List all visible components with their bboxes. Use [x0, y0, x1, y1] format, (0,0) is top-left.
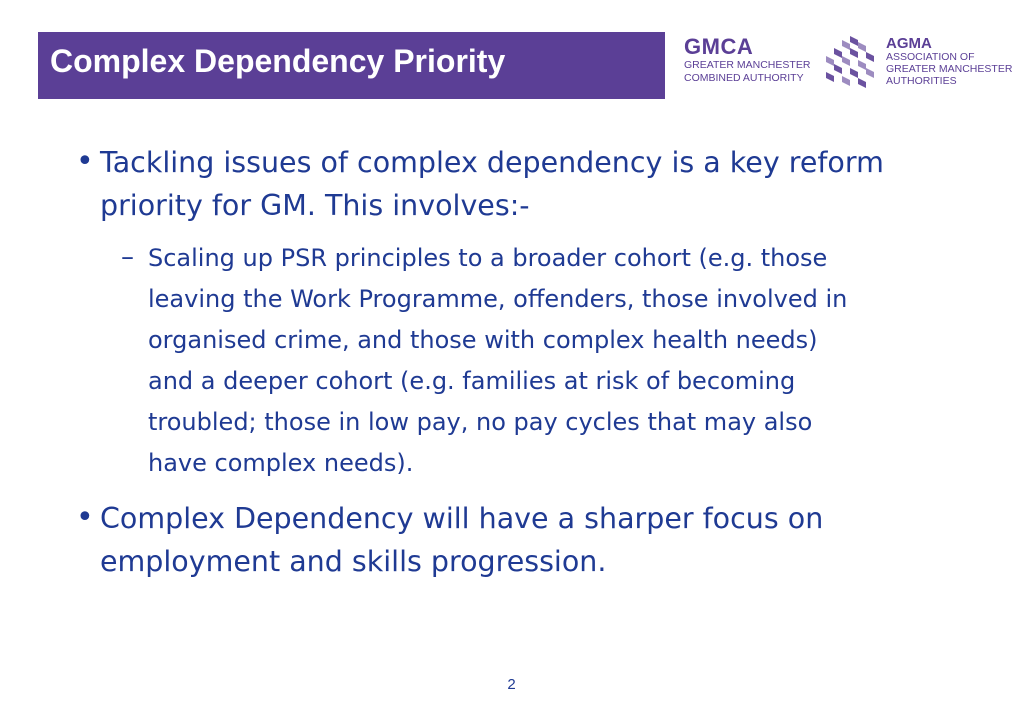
bullet-text: Complex Dependency will have a sharper focus on: [100, 502, 824, 535]
bullet-text: priority for GM. This involves:-: [100, 189, 530, 222]
gmca-logo-line2: COMBINED AUTHORITY: [684, 72, 804, 84]
sub-bullet-text: have complex needs).: [148, 449, 414, 477]
gmca-logo-line1: GREATER MANCHESTER: [684, 59, 811, 71]
agma-logo-line1: ASSOCIATION OF: [886, 51, 975, 63]
agma-logo-name: AGMA: [886, 35, 932, 52]
sub-bullet-text: leaving the Work Programme, offenders, those involved in: [148, 285, 848, 313]
agma-logo: [886, 36, 1012, 87]
sub-bullet-text: Scaling up PSR principles to a broader cohort (e.g. those: [148, 244, 828, 272]
sub-bullet-text: troubled; those in low pay, no pay cycles that may also: [148, 408, 813, 436]
page-number: 2: [507, 676, 516, 693]
agma-logo-line2: GREATER MANCHESTER: [886, 63, 1013, 75]
agma-logo-line3: AUTHORITIES: [886, 75, 957, 87]
bullet-dot-icon: •: [76, 144, 94, 179]
title-bar: [38, 32, 665, 99]
bullet-text: Tackling issues of complex dependency is a key reform: [100, 146, 884, 179]
slide-title: Complex Dependency Priority: [50, 43, 506, 79]
sub-bullet-text: and a deeper cohort (e.g. families at risk of becoming: [148, 367, 796, 395]
bullet-text: employment and skills progression.: [100, 545, 607, 578]
dash-icon: –: [121, 242, 134, 272]
gmca-logo: [684, 36, 810, 84]
cube-mark-icon: [820, 34, 878, 90]
sub-bullet-text: organised crime, and those with complex health needs): [148, 326, 818, 354]
bullet-dot-icon: •: [76, 500, 94, 535]
gmca-logo-name: GMCA: [684, 34, 754, 59]
